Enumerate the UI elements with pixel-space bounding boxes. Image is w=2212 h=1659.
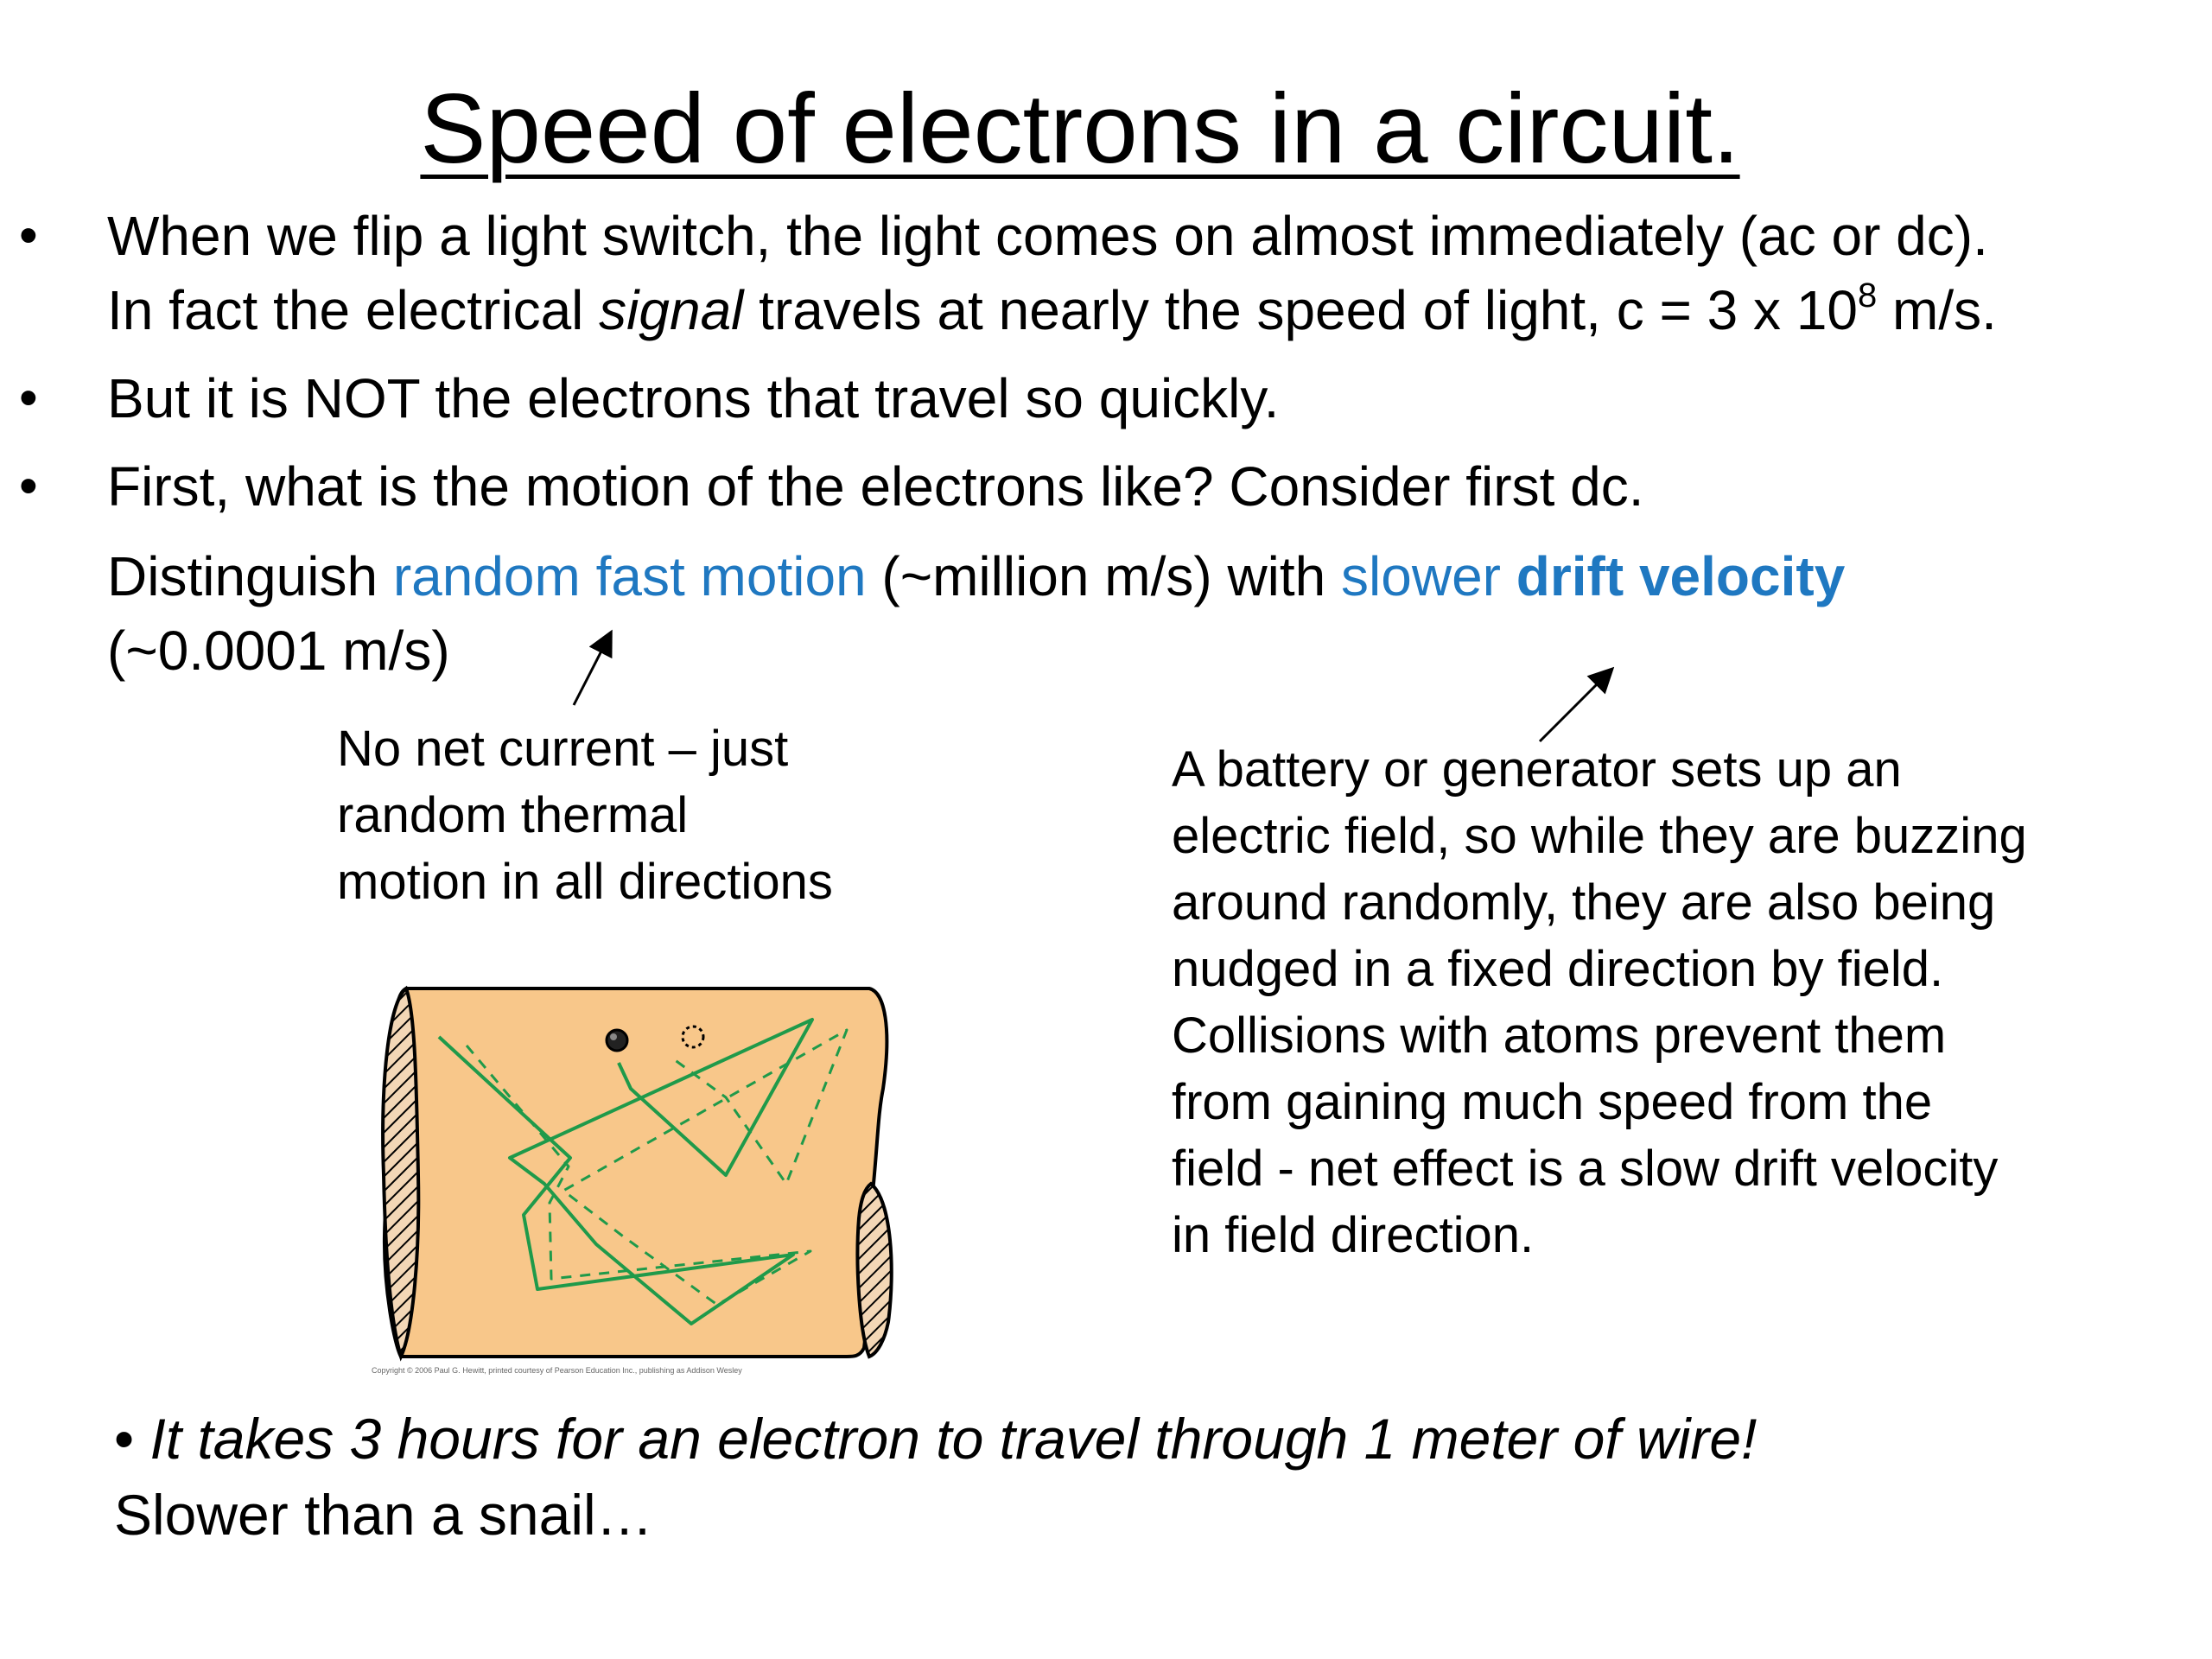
right-note-line: around randomly, they are also being [1172,874,1996,931]
electron-start-marker [607,1030,627,1051]
drift-velocity-term: drift velocity [1516,545,1846,607]
figure-copyright: Copyright © 2006 Paul G. Hewitt, printed courtesy of Pearson Education Inc., publishing as Addison Wesley [372,1366,742,1375]
left-note-line: random thermal [337,787,689,843]
page-title: Speed of electrons in a circuit. [420,74,1740,184]
right-note-line: A battery or generator sets up an [1172,741,1902,798]
bullet-1-line-2-pre: In fact the electrical [107,279,600,341]
exponent: 8 [1858,276,1878,315]
bullet-1-line-2-mid: travels at nearly the speed of light, c = 3 x 10 [743,279,1858,341]
signal-word: signal [599,279,744,341]
wire-illustration [363,976,899,1382]
distinguish-line-2: (~0.0001 m/s) [107,620,450,682]
right-note-line: nudged in a fixed direction by field. [1172,941,1944,997]
bullet-1-line-2-post: m/s. [1877,279,1997,341]
slower-term: slower [1341,545,1516,607]
wire-body [385,988,887,1357]
drift-velocity-pointer-arrow [1540,671,1611,741]
bullet-marker: • [19,456,38,516]
distinguish-mid: (~million m/s) with [866,545,1342,607]
footer-bullet: • [114,1407,150,1471]
right-note-line: electric field, so while they are buzzing [1172,808,2027,864]
bullet-2-text: But it is NOT the electrons that travel so quickly. [107,367,1280,429]
random-motion-pointer-arrow [574,634,610,705]
wire-right-end [858,1184,892,1357]
distinguish-pre: Distinguish [107,545,393,607]
bullet-3-text: First, what is the motion of the electrons like? Consider first dc. [107,455,1644,518]
electron-start-marker-highlight [610,1033,617,1040]
right-note-line: Collisions with atoms prevent them [1172,1007,1947,1064]
bullet-1-line-1: When we flip a light switch, the light comes on almost immediately (ac or dc). [107,205,1988,267]
right-note-line: field - net effect is a slow drift velocity [1172,1141,1999,1197]
wire-figure [363,976,899,1382]
right-note-line: from gaining much speed from the [1172,1074,1933,1130]
left-note-line: motion in all directions [337,854,833,910]
bullet-marker: • [19,206,38,265]
bullet-marker: • [19,368,38,428]
random-fast-motion-term: random fast motion [392,545,867,607]
left-note-line: No net current – just [337,721,789,777]
right-note-line: in field direction. [1172,1207,1535,1263]
footer-italic: It takes 3 hours for an electron to travel through 1 meter of wire! [149,1407,1758,1471]
footer-line-2: Slower than a snail… [114,1483,653,1547]
footer-line-1 [114,1402,1757,1476]
